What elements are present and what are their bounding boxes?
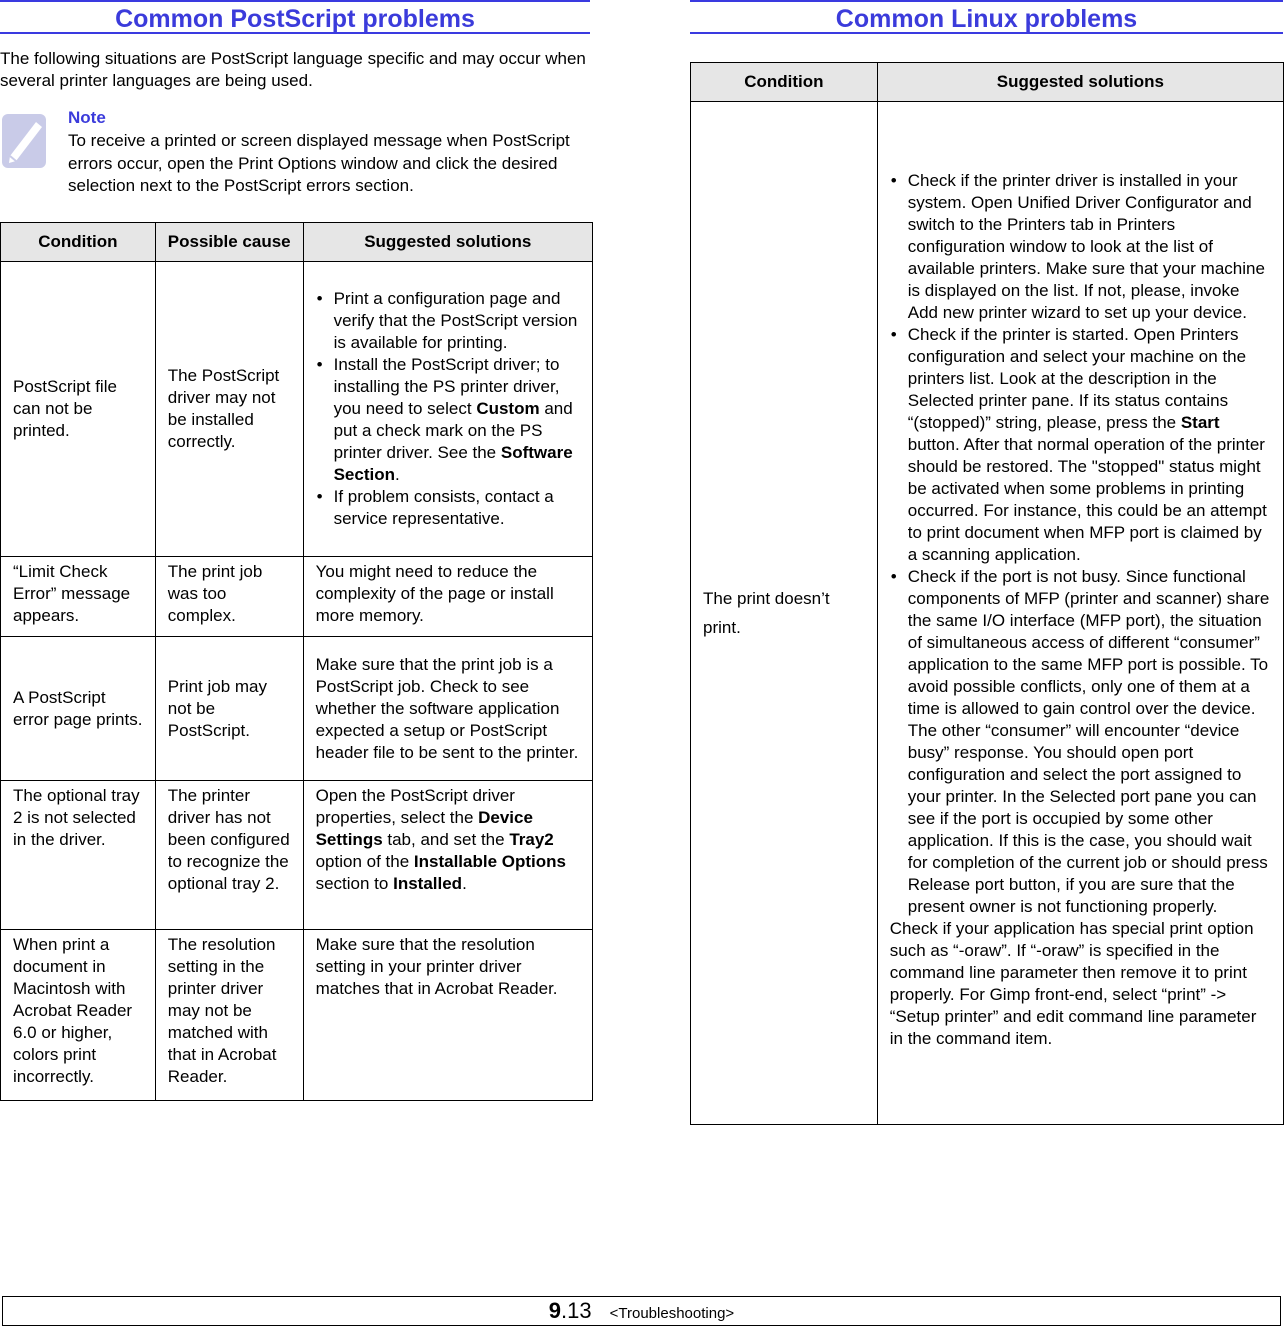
table-row	[1, 781, 593, 930]
linux-heading: Common Linux problems	[690, 0, 1283, 34]
page-number-minor: .13	[561, 1298, 592, 1323]
postscript-intro: The following situations are PostScript language specific and may occur when several printer languages are being used.	[0, 49, 586, 90]
cause-cell: The printer driver has not been configured to recognize the optional tray 2.	[155, 781, 303, 930]
table-row	[1, 930, 593, 1101]
col-header-condition: Condition	[1, 223, 156, 262]
table-header-row	[691, 63, 1284, 102]
page-footer	[2, 1296, 1281, 1326]
condition-cell: PostScript file can not be printed.	[1, 262, 156, 557]
note-pencil-icon	[0, 112, 50, 170]
list-item: • If problem consists, contact a service representative.	[316, 486, 580, 530]
linux-section	[690, 0, 1283, 1048]
solution-cell: Make sure that the resolution setting in your printer driver matches that in Acrobat Reader.	[303, 930, 592, 1101]
condition-cell: A PostScript error page prints.	[1, 637, 156, 781]
list-item: • Check if the printer is started. Open Printers configuration and select your machine on the printers list. Look at the description in the Selected printer pane. If its status contains “(stopped)” string, please, press the Start button. After that normal operation of the printer should be restored. The "stopped" status might be activated when some problems in printing occurred. For instance, this could be an attempt to print document when MFP port is claimed by a scanning application.	[890, 324, 1271, 566]
linux-problems-table	[690, 62, 1284, 1125]
condition-cell: The optional tray 2 is not selected in the driver.	[1, 781, 156, 930]
solution-cell: Open the PostScript driver properties, select the Device Settings tab, and set the Tray2 option of the Installable Options section to Installed.	[303, 781, 592, 930]
cause-cell: Print job may not be PostScript.	[155, 637, 303, 781]
col-header-condition: Condition	[691, 63, 878, 102]
cause-cell: The PostScript driver may not be installed correctly.	[155, 262, 303, 557]
extra-solution: Check if your application has special print option such as “-oraw”. If “-oraw” is specified in the command line parameter then remove it to print properly. For Gimp front-end, select “print” -> “Setup printer” and edit command line parameter in the command item.	[889, 919, 1257, 1048]
solution-cell: You might need to reduce the complexity of the page or install more memory.	[303, 557, 592, 637]
note-box	[0, 108, 592, 204]
col-header-solutions: Suggested solutions	[877, 63, 1283, 102]
condition-cell: When print a document in Macintosh with Acrobat Reader 6.0 or higher, colors print incorrectly.	[1, 930, 156, 1101]
col-header-cause: Possible cause	[155, 223, 303, 262]
list-item: • Print a configuration page and verify that the PostScript version is available for printing.	[316, 288, 580, 354]
condition-cell: The print doesn’t print.	[691, 102, 878, 1125]
col-header-solutions: Suggested solutions	[303, 223, 592, 262]
solution-list	[890, 170, 1271, 918]
solution-cell	[303, 262, 592, 557]
postscript-problems-table	[0, 222, 593, 1101]
condition-cell: “Limit Check Error” message appears.	[1, 557, 156, 637]
note-title: Note	[68, 108, 106, 127]
table-row	[1, 262, 593, 557]
table-row	[1, 557, 593, 637]
list-item: • Check if the printer driver is installed in your system. Open Unified Driver Configurator and switch to the Printers tab in Printers configuration window to look at the list of available printers. Make sure that your machine is displayed on the list. If not, please, invoke Add new printer wizard to set up your device.	[890, 170, 1271, 324]
postscript-heading: Common PostScript problems	[0, 0, 590, 34]
list-item: • Check if the port is not busy. Since functional components of MFP (printer and scanner) share the same I/O interface (MFP port), the situation of simultaneous access of different “consumer” application to the same MFP port is possible. To avoid possible conflicts, only one of them at a time is allowed to gain control over the device. The other “consumer” will encounter “device busy” response. You should open port configuration and select the port assigned to your printer. In the Selected port pane you can see if the port is occupied by some other application. If this is the case, you should wait for completion of the current job or should press Release port button, if you are sure that the present owner is not functioning properly.	[890, 566, 1271, 918]
solution-cell	[877, 102, 1283, 1125]
note-text: To receive a printed or screen displayed message when PostScript errors occur, open the Print Options window and click the desired selection next to the PostScript errors section.	[68, 131, 570, 195]
page-number-major: 9	[548, 1298, 562, 1323]
cause-cell: The print job was too complex.	[155, 557, 303, 637]
list-item: • Install the PostScript driver; to installing the PS printer driver, you need to select Custom and put a check mark on the PS printer driver. See the Software Section.	[316, 354, 580, 486]
postscript-section	[0, 0, 592, 1086]
solution-list	[316, 288, 580, 530]
table-row	[1, 637, 593, 781]
table-row	[691, 102, 1284, 1125]
footer-section-label: <Troubleshooting>	[609, 1305, 735, 1322]
table-header-row	[1, 223, 593, 262]
solution-cell: Make sure that the print job is a PostScript job. Check to see whether the software application expected a setup or PostScript header file to be sent to the printer.	[303, 637, 592, 781]
cause-cell: The resolution setting in the printer driver may not be matched with that in Acrobat Reader.	[155, 930, 303, 1101]
